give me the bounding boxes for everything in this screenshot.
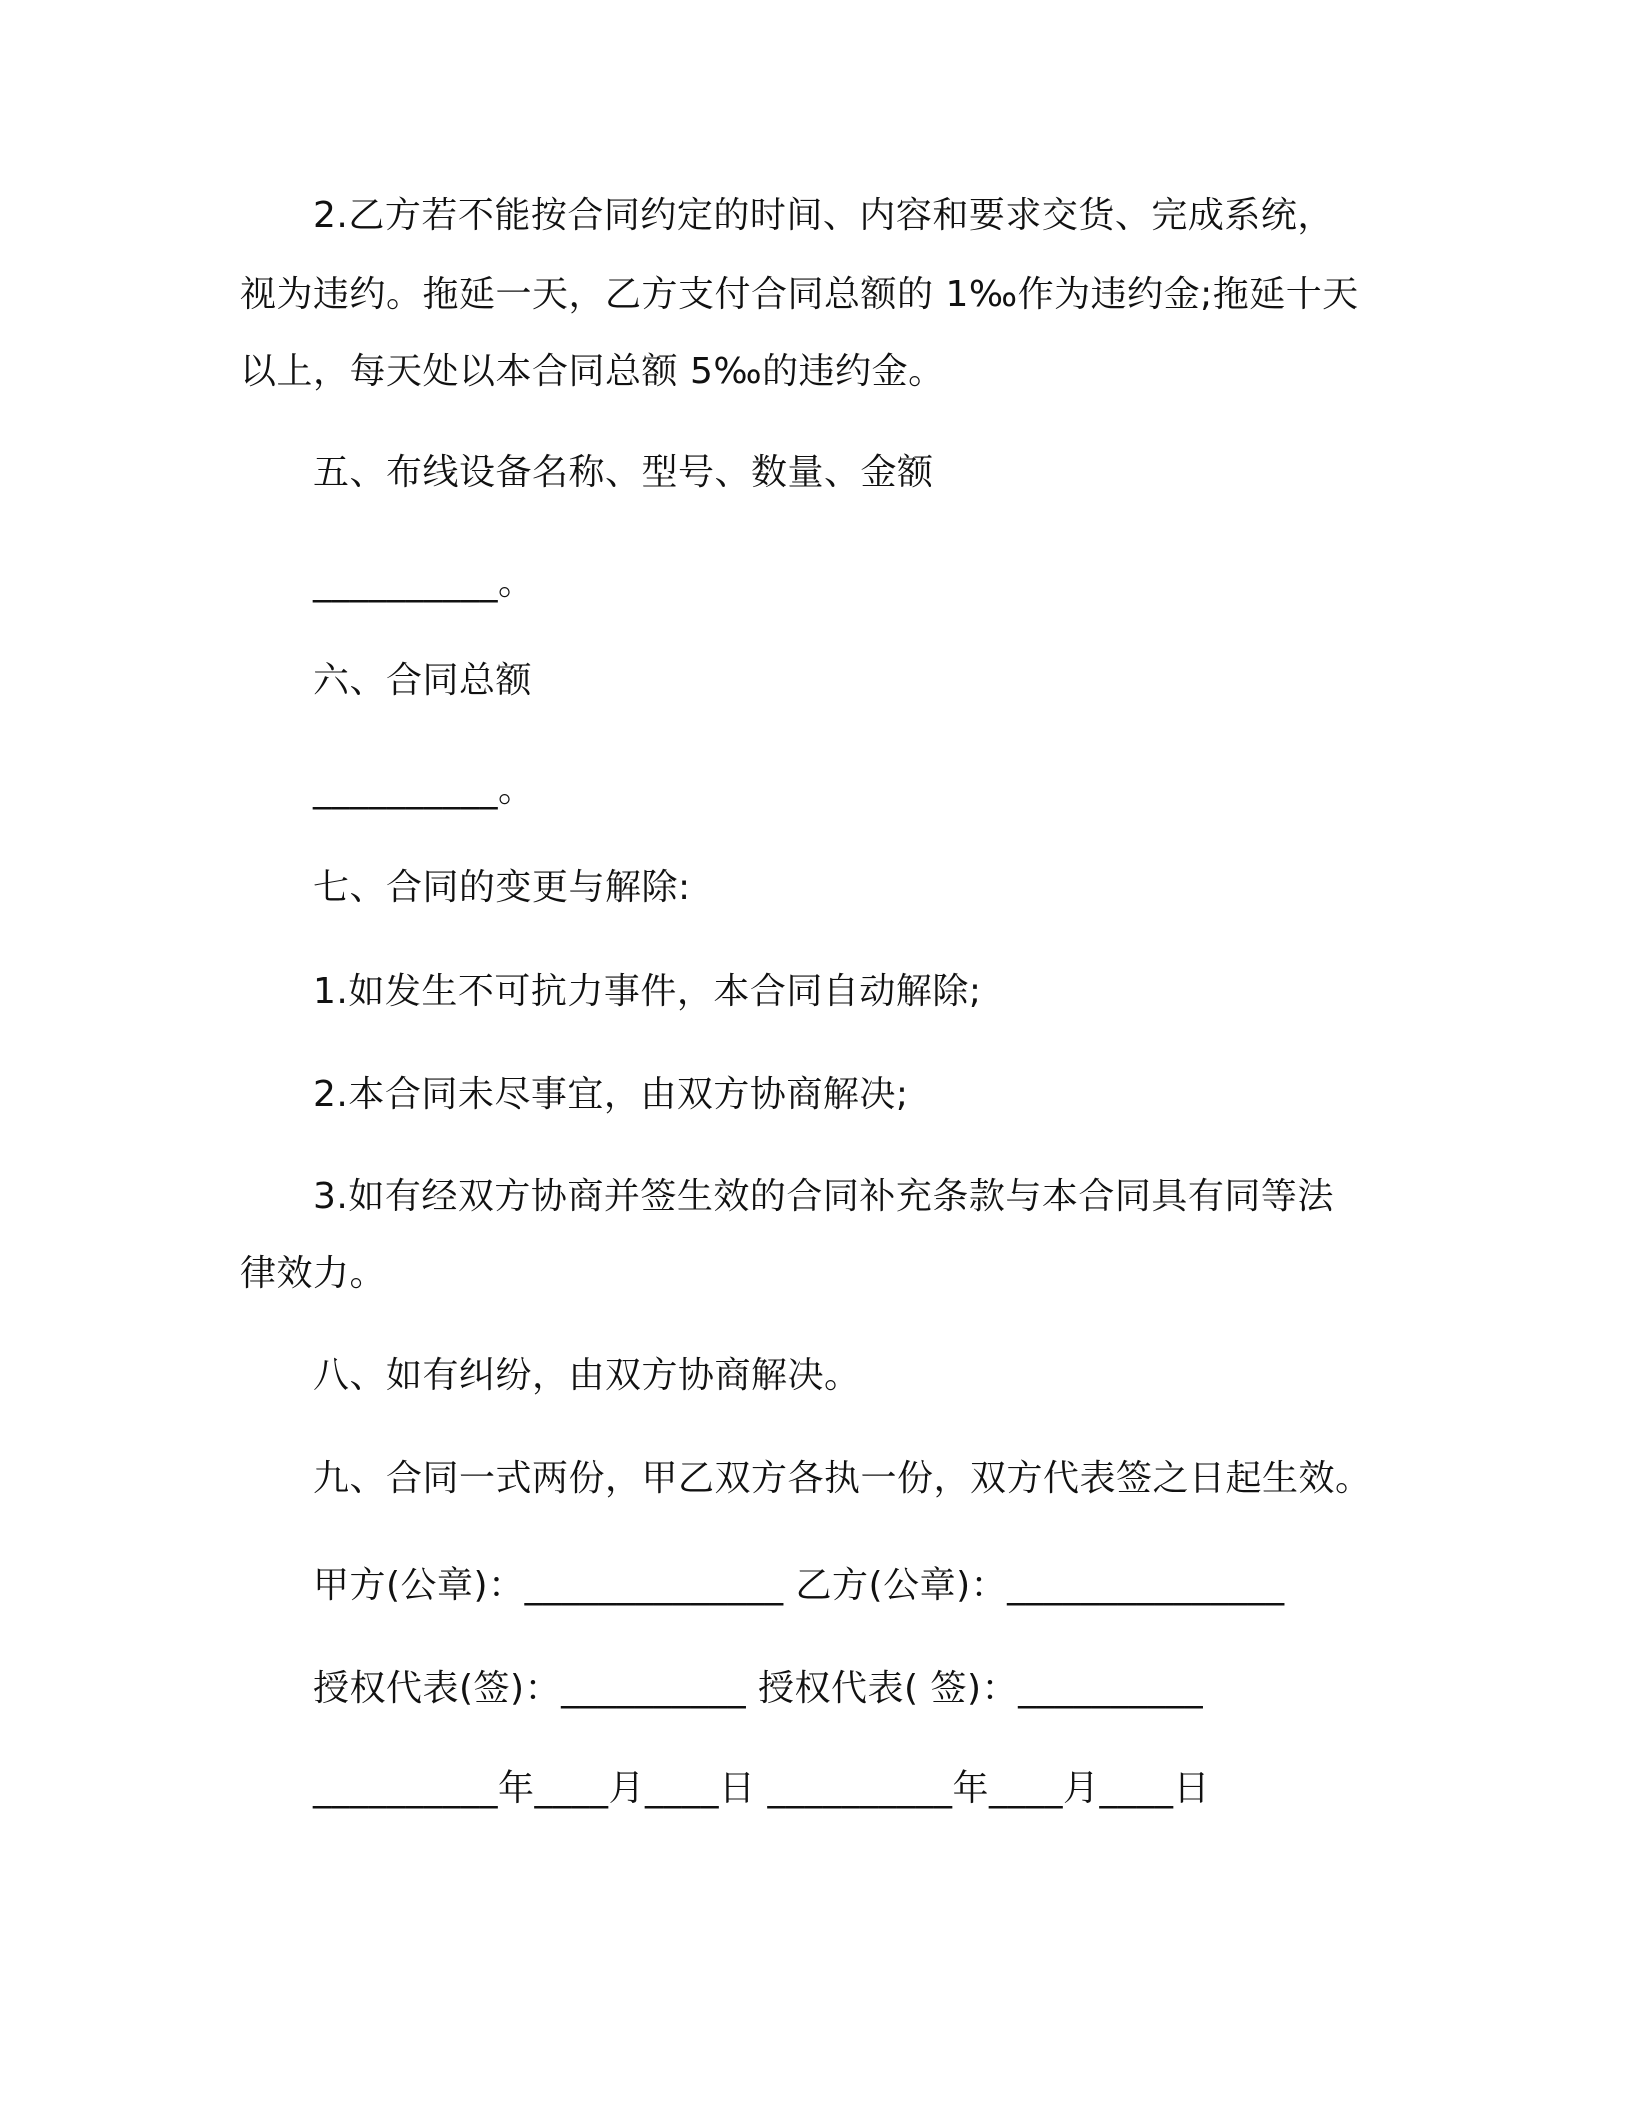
- section9-text: 九、合同一式两份，甲乙双方各执一份，双方代表签之日起生效。: [313, 1458, 1372, 1499]
- clause4-item2-line2: 视为违约。拖延一天，乙方支付合同总额的 1‰作为违约金;拖延十天: [240, 274, 1359, 315]
- section8-text: 八、如有纠纷，由双方协商解决。: [313, 1355, 861, 1396]
- section7-item3-line1: 3.如有经双方协商并签生效的合同补充条款与本合同具有同等法: [313, 1176, 1334, 1217]
- section6-heading: 六、合同总额: [313, 660, 533, 701]
- signature-seal-line: 甲方(公章)：______________ 乙方(公章)：_______________: [313, 1565, 1285, 1606]
- signature-representative-line: 授权代表(签)：__________ 授权代表( 签)：__________: [313, 1668, 1204, 1709]
- section7-item3-line2: 律效力。: [240, 1253, 387, 1294]
- section7-item2: 2.本合同未尽事宜，由双方协商解决;: [313, 1074, 909, 1115]
- section5-blank: __________。: [313, 562, 535, 603]
- signature-date-line: __________年____月____日 __________年____月____日: [313, 1768, 1210, 1809]
- section6-blank: __________。: [313, 769, 535, 810]
- clause4-item2-line1: 2.乙方若不能按合同约定的时间、内容和要求交货、完成系统，: [313, 195, 1334, 236]
- clause4-item2-line3: 以上，每天处以本合同总额 5‰的违约金。: [240, 351, 945, 392]
- section7-item1: 1.如发生不可抗力事件，本合同自动解除;: [313, 971, 982, 1012]
- section5-heading: 五、布线设备名称、型号、数量、金额: [313, 452, 934, 493]
- section7-heading: 七、合同的变更与解除:: [313, 867, 691, 908]
